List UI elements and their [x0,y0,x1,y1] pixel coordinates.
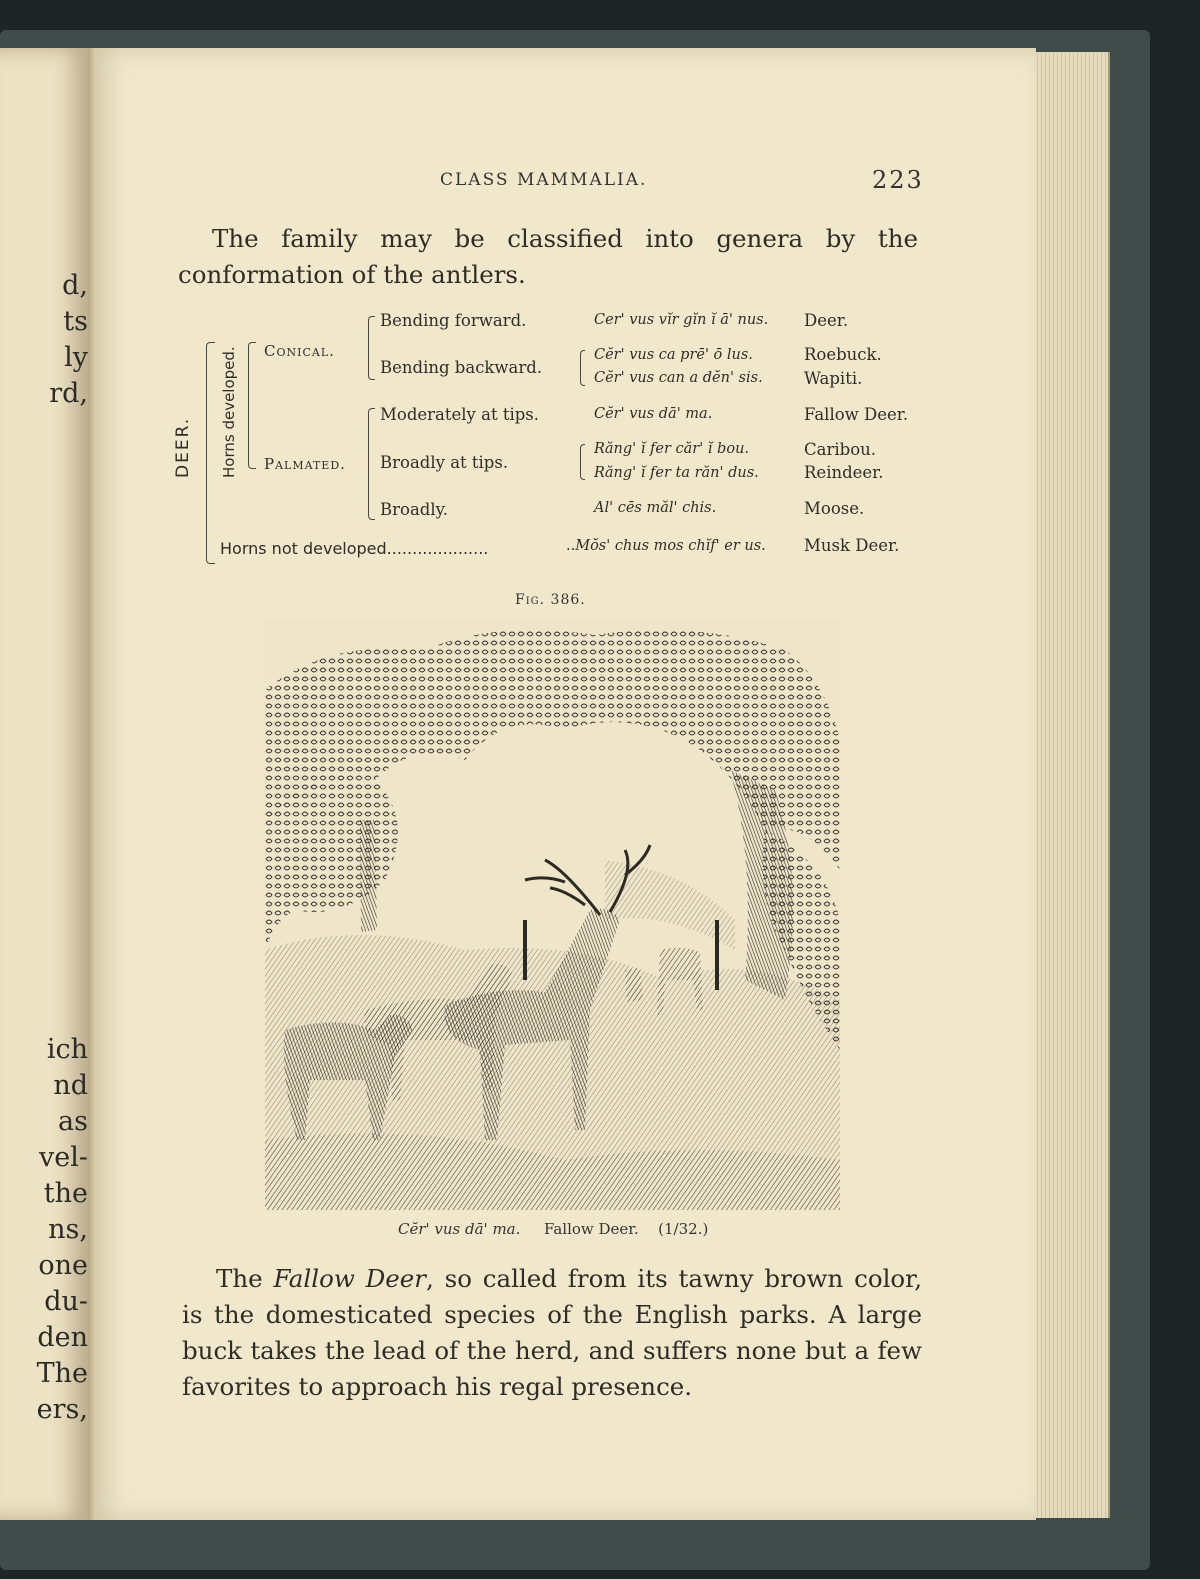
caption-latin: Cĕr' vus dā' ma. [398,1220,521,1238]
row-latin: Cer' vus vĭr gĭn ĭ ā' nus. [594,312,769,328]
closing-paragraph [182,1261,922,1405]
row-common: Reindeer. [804,463,884,482]
row-latin: Cĕr' vus ca prē' ō lus. [594,347,753,363]
row-latin: Răng' ĭ fer căr' ĭ bou. [594,441,750,457]
row-common: Caribou. [804,440,876,459]
row-latin: ..Mŏs' chus mos chĭf' er us. [566,538,766,554]
intro-paragraph [178,221,918,293]
row-common: Deer. [804,311,849,330]
family-brace [206,342,215,564]
left-fragment: den [37,1322,88,1353]
figure-caption [398,1220,708,1238]
left-fragment: ns, [48,1214,88,1245]
palmated-brace [368,408,375,520]
not-developed-label: Horns not developed [220,539,387,558]
figure-label: Fig. 386. [515,592,586,608]
row-common: Roebuck. [804,345,882,364]
family-label: DEER. [173,416,193,478]
page-number: 223 [872,166,924,194]
row-form: Moderately at tips. [380,405,540,424]
latin-brace [580,350,585,386]
left-fragment: rd, [49,378,88,409]
developed-brace [248,342,256,469]
left-page [0,48,92,1520]
left-fragment: ich [46,1034,88,1065]
left-fragment: nd [53,1070,88,1101]
conical-label: Conical. [264,342,335,360]
caption-common: Fallow Deer. [543,1220,639,1238]
leader-dots: .................... [386,539,489,558]
horns-developed-label: Horns developed. [220,346,238,478]
left-fragment: ers, [36,1394,88,1425]
horns-not-developed [220,539,488,558]
conical-brace [368,316,375,380]
row-form: Broadly. [380,500,448,519]
row-latin: Al' cēs măl' chis. [594,500,717,516]
closing-text-start: The [216,1264,274,1293]
fallow-deer-engraving [265,620,840,1210]
row-latin: Cĕr' vus dā' ma. [594,406,713,422]
row-common: Moose. [804,499,865,518]
left-fragment: ts [63,306,88,337]
page-edges [1034,52,1110,1518]
left-fragment: ly [64,342,88,373]
row-latin: Cĕr' vus can a dĕn' sis. [594,370,763,386]
intro-text: The family may be classified into genera by the conformation of the antlers. [178,224,918,289]
row-form: Bending backward. [380,358,543,377]
running-title: CLASS MAMMALIA. [440,170,648,190]
left-fragment: vel- [39,1142,88,1173]
latin-brace [580,444,585,480]
row-common: Wapiti. [804,369,863,388]
closing-emphasis: Fallow Deer [273,1264,426,1293]
row-common: Musk Deer. [804,536,900,555]
left-fragment: the [43,1178,88,1209]
left-fragment: d, [62,270,88,301]
left-fragment: The [36,1358,88,1389]
row-common: Fallow Deer. [804,405,909,424]
left-fragment: one [38,1250,88,1281]
left-fragment: du- [44,1286,88,1317]
closing-text-rest: , so called from its tawny brown color, is the domesticated species of the English parks. A large buck takes the lead of the herd, and suffers none but a few favorites to approach his regal presence. [182,1264,922,1401]
caption-scale: (1/32.) [658,1220,709,1238]
palmated-label: Palmated. [264,455,346,473]
row-latin: Răng' ĭ fer ta răn' dus. [594,465,759,481]
row-form: Bending forward. [380,311,527,330]
row-form: Broadly at tips. [380,453,509,472]
left-fragment: as [58,1106,88,1137]
